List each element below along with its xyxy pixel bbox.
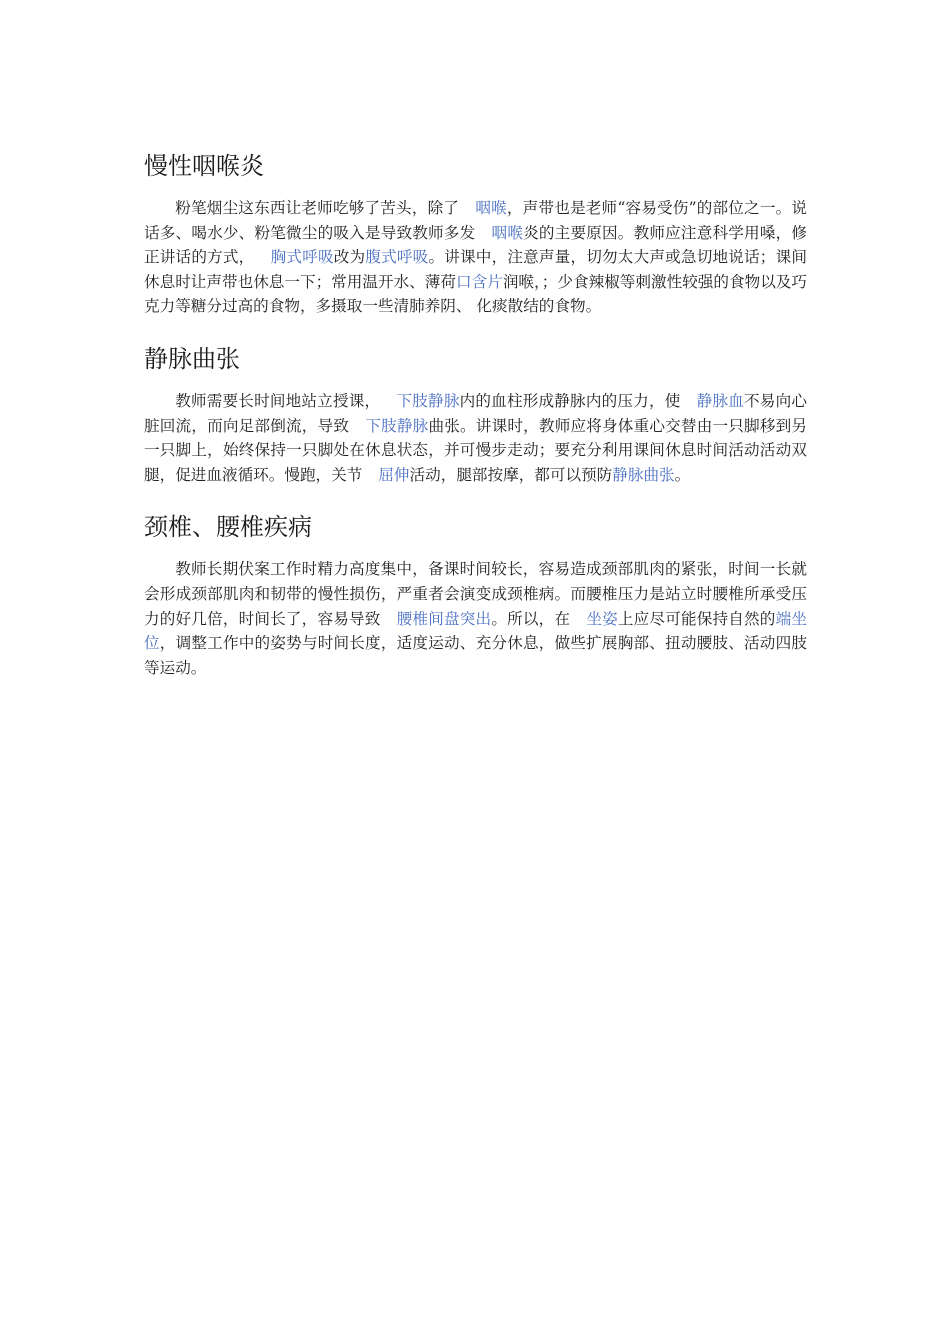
section-paragraph xyxy=(144,196,807,319)
term-link[interactable]: 腰椎间盘突出 xyxy=(396,609,492,628)
term-link[interactable]: 咽喉 xyxy=(491,223,524,242)
term-link[interactable]: 胸式呼吸 xyxy=(270,248,334,267)
paragraph-text: 。所以，在 xyxy=(491,609,571,628)
section-paragraph xyxy=(144,557,807,680)
section-spine-disease xyxy=(144,509,807,680)
paragraph-text: 。讲课中，注意声量，切勿太大声或急切地说话；课间休息时让声带也休息一下；常用温开水、薄荷 xyxy=(144,248,807,291)
section-title: 颈椎、腰椎疾病 xyxy=(144,513,312,542)
paragraph-text: 粉笔烟尘这东西让老师吃够了苦头，除了 xyxy=(175,199,460,217)
section-title: 静脉曲张 xyxy=(144,344,240,373)
document-page xyxy=(144,148,807,702)
paragraph-text: 教师需要长时间地站立授课， xyxy=(175,391,381,410)
paragraph-text: 上应尽可能保持自然的 xyxy=(617,609,776,628)
term-link[interactable]: 屈伸 xyxy=(378,465,410,484)
section-paragraph xyxy=(144,389,807,487)
section-title: 慢性咽喉炎 xyxy=(144,152,264,180)
paragraph-text: 炎的主要原因。教师应注意科学用嗓，修正讲话的方式， xyxy=(144,223,807,267)
paragraph-text: 润喉，；少食辣椒等刺激性较强的食物以及巧克力等糖分过高的食物，多摄取一些清肺养阴、 化痰散结的食物。 xyxy=(144,272,807,316)
term-link[interactable]: 咽喉 xyxy=(475,199,507,217)
term-link[interactable]: 腹式呼吸 xyxy=(365,248,429,267)
paragraph-text: 改为 xyxy=(333,248,366,267)
paragraph-text: 教师长期伏案工作时精力高度集中，备课时间较长，容易造成颈部肌肉的紧张，时间一长就会形成颈部肌肉和韧带的慢性损伤，严重者会演变成颈椎病。而腰椎压力是站立时腰椎所承受压力的好几倍，时间长了，容易导致 xyxy=(144,560,807,628)
paragraph-text: 不易向心脏回流，而向足部倒流，导致 xyxy=(144,391,807,435)
term-link[interactable]: 静脉血 xyxy=(696,391,745,410)
term-link[interactable]: 下肢静脉 xyxy=(365,416,429,435)
section-pharyngitis xyxy=(144,148,807,319)
paragraph-text: 。 xyxy=(674,465,691,484)
term-link[interactable]: 坐姿 xyxy=(586,609,618,628)
paragraph-text: 内的血柱形成静脉内的压力，使 xyxy=(459,391,681,410)
term-link[interactable]: 口含片 xyxy=(456,272,503,291)
paragraph-text: ，声带也是老师“容易受伤”的部位之一。说话多、喝水少、粉笔微尘的吸入是导致教师多发 xyxy=(144,199,807,242)
term-link[interactable]: 端坐位 xyxy=(144,609,807,653)
paragraph-text: ，调整工作中的姿势与时间长度，适度运动、充分休息，做些扩展胸部、扭动腰肢、活动四肢等运动。 xyxy=(144,634,807,677)
paragraph-text: 曲张。讲课时，教师应将身体重心交替由一只脚移到另一只脚上，始终保持一只脚处在休息状态，并可慢步走动；要充分利用课间休息时间活动活动双腿，促进血液循环。慢跑，关节 xyxy=(144,416,807,484)
section-varicose-veins xyxy=(144,341,807,487)
term-link[interactable]: 下肢静脉 xyxy=(396,391,460,410)
term-link[interactable]: 静脉曲张 xyxy=(612,465,675,484)
paragraph-text: 活动，腿部按摩，都可以预防 xyxy=(409,465,613,484)
